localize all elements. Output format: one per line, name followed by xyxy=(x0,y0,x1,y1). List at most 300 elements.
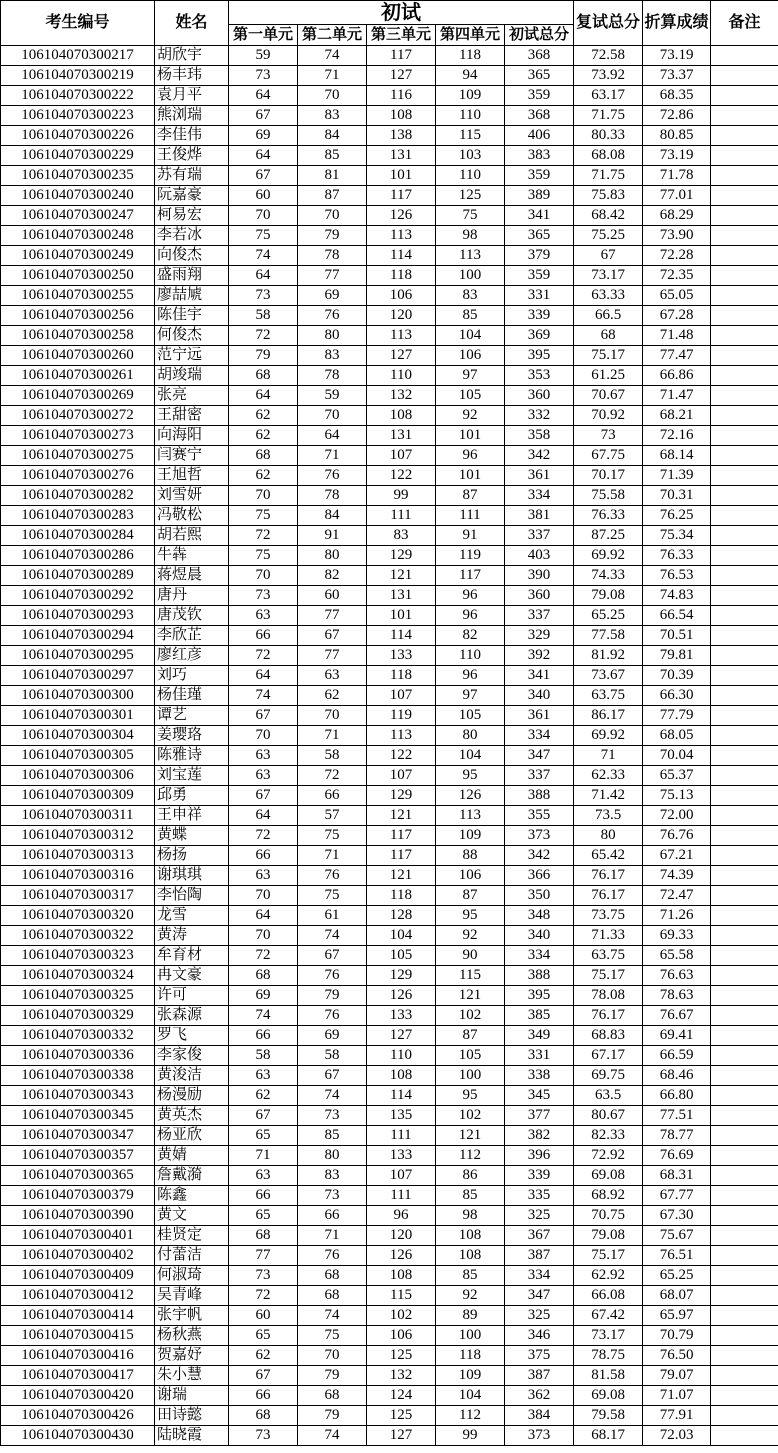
name-cell: 蒋煜晨 xyxy=(155,566,229,586)
unit4-score-cell: 115 xyxy=(436,126,505,146)
fushi-total-cell: 68.42 xyxy=(574,206,643,226)
name-cell: 黄文 xyxy=(155,1206,229,1226)
unit1-score-cell: 74 xyxy=(229,1006,298,1026)
converted-score-cell: 76.53 xyxy=(643,566,711,586)
chushi-total-cell: 388 xyxy=(505,966,574,986)
name-cell: 盛雨翔 xyxy=(155,266,229,286)
unit2-score-cell: 76 xyxy=(298,1006,367,1026)
candidate-id-cell: 106104070300311 xyxy=(1,806,155,826)
chushi-total-cell: 341 xyxy=(505,666,574,686)
unit4-score-cell: 109 xyxy=(436,1366,505,1386)
candidate-id-cell: 106104070300414 xyxy=(1,1306,155,1326)
name-cell: 王俊烨 xyxy=(155,146,229,166)
candidate-id-cell: 106104070300283 xyxy=(1,506,155,526)
unit2-score-cell: 76 xyxy=(298,866,367,886)
unit4-score-cell: 83 xyxy=(436,286,505,306)
name-cell: 廖红彦 xyxy=(155,646,229,666)
unit3-score-cell: 108 xyxy=(367,1266,436,1286)
candidate-id-cell: 106104070300347 xyxy=(1,1126,155,1146)
unit1-score-cell: 70 xyxy=(229,566,298,586)
name-cell: 张森源 xyxy=(155,1006,229,1026)
chushi-total-cell: 368 xyxy=(505,106,574,126)
remark-cell xyxy=(711,86,778,106)
fushi-total-cell: 73.92 xyxy=(574,66,643,86)
unit2-score-cell: 70 xyxy=(298,1346,367,1366)
table-row xyxy=(1,1166,778,1186)
fushi-total-cell: 73.75 xyxy=(574,906,643,926)
unit2-score-cell: 63 xyxy=(298,666,367,686)
table-row xyxy=(1,266,778,286)
fushi-total-cell: 75.83 xyxy=(574,186,643,206)
unit3-score-cell: 113 xyxy=(367,726,436,746)
unit1-score-cell: 64 xyxy=(229,386,298,406)
chushi-total-cell: 383 xyxy=(505,146,574,166)
chushi-total-cell: 337 xyxy=(505,606,574,626)
fushi-total-cell: 78.75 xyxy=(574,1346,643,1366)
remark-cell xyxy=(711,1266,778,1286)
candidate-id-cell: 106104070300338 xyxy=(1,1066,155,1086)
fushi-total-cell: 80 xyxy=(574,826,643,846)
remark-cell xyxy=(711,1066,778,1086)
converted-score-cell: 74.83 xyxy=(643,586,711,606)
fushi-total-cell: 73.17 xyxy=(574,266,643,286)
candidate-id-cell: 106104070300226 xyxy=(1,126,155,146)
table-row xyxy=(1,86,778,106)
unit2-score-cell: 58 xyxy=(298,1046,367,1066)
unit1-score-cell: 71 xyxy=(229,1146,298,1166)
unit1-score-cell: 68 xyxy=(229,1226,298,1246)
unit1-score-cell: 68 xyxy=(229,1406,298,1426)
chushi-total-cell: 361 xyxy=(505,466,574,486)
chushi-total-cell: 325 xyxy=(505,1306,574,1326)
unit1-score-cell: 63 xyxy=(229,1166,298,1186)
name-cell: 胡欣宇 xyxy=(155,46,229,66)
unit1-score-cell: 67 xyxy=(229,706,298,726)
unit1-score-cell: 69 xyxy=(229,126,298,146)
candidate-id-cell: 106104070300313 xyxy=(1,846,155,866)
table-row xyxy=(1,106,778,126)
table-header xyxy=(1,1,778,46)
candidate-id-cell: 106104070300379 xyxy=(1,1186,155,1206)
remark-cell xyxy=(711,146,778,166)
fushi-total-cell: 72.92 xyxy=(574,1146,643,1166)
chushi-total-cell: 355 xyxy=(505,806,574,826)
unit2-score-cell: 83 xyxy=(298,1166,367,1186)
unit2-score-cell: 75 xyxy=(298,886,367,906)
converted-score-cell: 70.79 xyxy=(643,1326,711,1346)
unit3-score-cell: 111 xyxy=(367,506,436,526)
converted-score-cell: 65.25 xyxy=(643,1266,711,1286)
remark-cell xyxy=(711,1386,778,1406)
unit3-score-cell: 125 xyxy=(367,1406,436,1426)
chushi-total-cell: 390 xyxy=(505,566,574,586)
candidate-id-cell: 106104070300240 xyxy=(1,186,155,206)
candidate-id-cell: 106104070300256 xyxy=(1,306,155,326)
remark-cell xyxy=(711,666,778,686)
unit4-score-cell: 98 xyxy=(436,1206,505,1226)
fushi-total-cell: 81.58 xyxy=(574,1366,643,1386)
remark-cell xyxy=(711,906,778,926)
chushi-total-cell: 377 xyxy=(505,1106,574,1126)
unit1-score-cell: 67 xyxy=(229,1106,298,1126)
unit4-score-cell: 85 xyxy=(436,1186,505,1206)
unit1-score-cell: 63 xyxy=(229,606,298,626)
candidate-id-cell: 106104070300222 xyxy=(1,86,155,106)
unit4-score-cell: 102 xyxy=(436,1006,505,1026)
unit4-score-cell: 109 xyxy=(436,826,505,846)
converted-score-cell: 75.67 xyxy=(643,1226,711,1246)
candidate-id-cell: 106104070300219 xyxy=(1,66,155,86)
unit1-score-cell: 62 xyxy=(229,1346,298,1366)
unit2-score-cell: 74 xyxy=(298,1426,367,1446)
unit3-score-cell: 107 xyxy=(367,1166,436,1186)
candidate-id-cell: 106104070300345 xyxy=(1,1106,155,1126)
unit4-score-cell: 97 xyxy=(436,366,505,386)
unit1-score-cell: 64 xyxy=(229,666,298,686)
unit4-score-cell: 126 xyxy=(436,786,505,806)
unit1-score-cell: 72 xyxy=(229,1286,298,1306)
unit3-score-cell: 133 xyxy=(367,646,436,666)
remark-cell xyxy=(711,1366,778,1386)
unit1-score-cell: 58 xyxy=(229,306,298,326)
table-row xyxy=(1,506,778,526)
chushi-total-cell: 366 xyxy=(505,866,574,886)
unit3-score-cell: 131 xyxy=(367,426,436,446)
table-row xyxy=(1,1006,778,1026)
unit4-score-cell: 92 xyxy=(436,406,505,426)
unit4-score-cell: 106 xyxy=(436,866,505,886)
unit1-score-cell: 63 xyxy=(229,1066,298,1086)
unit3-score-cell: 121 xyxy=(367,806,436,826)
remark-cell xyxy=(711,866,778,886)
unit4-score-cell: 103 xyxy=(436,146,505,166)
remark-cell xyxy=(711,1306,778,1326)
unit1-score-cell: 72 xyxy=(229,826,298,846)
chushi-total-cell: 358 xyxy=(505,426,574,446)
table-row xyxy=(1,1046,778,1066)
remark-cell xyxy=(711,306,778,326)
fushi-total-cell: 86.17 xyxy=(574,706,643,726)
unit3-score-cell: 96 xyxy=(367,1206,436,1226)
converted-score-cell: 70.39 xyxy=(643,666,711,686)
converted-score-cell: 76.76 xyxy=(643,826,711,846)
converted-score-cell: 65.37 xyxy=(643,766,711,786)
fushi-total-cell: 72.58 xyxy=(574,46,643,66)
unit2-score-cell: 68 xyxy=(298,1286,367,1306)
unit4-score-cell: 109 xyxy=(436,86,505,106)
converted-score-cell: 76.51 xyxy=(643,1246,711,1266)
unit4-score-cell: 118 xyxy=(436,1346,505,1366)
unit1-score-cell: 59 xyxy=(229,46,298,66)
unit2-score-cell: 85 xyxy=(298,1126,367,1146)
unit1-score-cell: 67 xyxy=(229,1366,298,1386)
name-cell: 许可 xyxy=(155,986,229,1006)
candidate-id-cell: 106104070300329 xyxy=(1,1006,155,1026)
converted-score-cell: 78.77 xyxy=(643,1126,711,1146)
table-row xyxy=(1,1286,778,1306)
table-row xyxy=(1,946,778,966)
converted-score-cell: 72.86 xyxy=(643,106,711,126)
table-row xyxy=(1,746,778,766)
unit2-score-cell: 60 xyxy=(298,586,367,606)
converted-score-cell: 66.54 xyxy=(643,606,711,626)
unit3-score-cell: 122 xyxy=(367,466,436,486)
unit1-score-cell: 72 xyxy=(229,946,298,966)
unit4-score-cell: 90 xyxy=(436,946,505,966)
chushi-total-cell: 347 xyxy=(505,1286,574,1306)
unit3-score-cell: 124 xyxy=(367,1386,436,1406)
unit1-score-cell: 70 xyxy=(229,206,298,226)
header-unit4: 第四单元 xyxy=(436,25,505,46)
remark-cell xyxy=(711,566,778,586)
fushi-total-cell: 68.17 xyxy=(574,1426,643,1446)
unit3-score-cell: 119 xyxy=(367,706,436,726)
converted-score-cell: 69.33 xyxy=(643,926,711,946)
fushi-total-cell: 75.17 xyxy=(574,346,643,366)
unit4-score-cell: 105 xyxy=(436,386,505,406)
name-cell: 冯敬松 xyxy=(155,506,229,526)
unit1-score-cell: 63 xyxy=(229,766,298,786)
fushi-total-cell: 75.58 xyxy=(574,486,643,506)
remark-cell xyxy=(711,286,778,306)
unit3-score-cell: 135 xyxy=(367,1106,436,1126)
fushi-total-cell: 79.08 xyxy=(574,586,643,606)
remark-cell xyxy=(711,166,778,186)
unit1-score-cell: 73 xyxy=(229,66,298,86)
converted-score-cell: 71.26 xyxy=(643,906,711,926)
unit1-score-cell: 60 xyxy=(229,1306,298,1326)
unit1-score-cell: 73 xyxy=(229,586,298,606)
remark-cell xyxy=(711,746,778,766)
unit2-score-cell: 61 xyxy=(298,906,367,926)
unit2-score-cell: 91 xyxy=(298,526,367,546)
unit2-score-cell: 76 xyxy=(298,466,367,486)
fushi-total-cell: 65.42 xyxy=(574,846,643,866)
fushi-total-cell: 67.75 xyxy=(574,446,643,466)
remark-cell xyxy=(711,486,778,506)
candidate-id-cell: 106104070300272 xyxy=(1,406,155,426)
converted-score-cell: 68.14 xyxy=(643,446,711,466)
unit4-score-cell: 110 xyxy=(436,166,505,186)
unit2-score-cell: 67 xyxy=(298,946,367,966)
unit1-score-cell: 64 xyxy=(229,86,298,106)
unit3-score-cell: 121 xyxy=(367,566,436,586)
unit3-score-cell: 101 xyxy=(367,166,436,186)
table-row xyxy=(1,1266,778,1286)
fushi-total-cell: 67.42 xyxy=(574,1306,643,1326)
unit1-score-cell: 62 xyxy=(229,406,298,426)
remark-cell xyxy=(711,226,778,246)
remark-cell xyxy=(711,126,778,146)
name-cell: 胡若熙 xyxy=(155,526,229,546)
name-cell: 张亮 xyxy=(155,386,229,406)
table-row xyxy=(1,926,778,946)
unit3-score-cell: 122 xyxy=(367,746,436,766)
name-cell: 向海阳 xyxy=(155,426,229,446)
candidate-id-cell: 106104070300409 xyxy=(1,1266,155,1286)
table-row xyxy=(1,686,778,706)
fushi-total-cell: 69.92 xyxy=(574,726,643,746)
unit4-score-cell: 95 xyxy=(436,906,505,926)
unit4-score-cell: 121 xyxy=(436,986,505,1006)
unit1-score-cell: 64 xyxy=(229,266,298,286)
fushi-total-cell: 80.67 xyxy=(574,1106,643,1126)
converted-score-cell: 66.86 xyxy=(643,366,711,386)
chushi-total-cell: 365 xyxy=(505,66,574,86)
name-cell: 邱勇 xyxy=(155,786,229,806)
unit4-score-cell: 101 xyxy=(436,466,505,486)
remark-cell xyxy=(711,806,778,826)
converted-score-cell: 76.33 xyxy=(643,546,711,566)
remark-cell xyxy=(711,846,778,866)
unit1-score-cell: 70 xyxy=(229,486,298,506)
table-row xyxy=(1,786,778,806)
unit2-score-cell: 71 xyxy=(298,446,367,466)
unit3-score-cell: 110 xyxy=(367,1046,436,1066)
converted-score-cell: 73.90 xyxy=(643,226,711,246)
candidate-id-cell: 106104070300412 xyxy=(1,1286,155,1306)
chushi-total-cell: 359 xyxy=(505,86,574,106)
name-cell: 张宇帆 xyxy=(155,1306,229,1326)
chushi-total-cell: 387 xyxy=(505,1246,574,1266)
fushi-total-cell: 71.33 xyxy=(574,926,643,946)
chushi-total-cell: 353 xyxy=(505,366,574,386)
table-row xyxy=(1,1306,778,1326)
unit2-score-cell: 66 xyxy=(298,786,367,806)
converted-score-cell: 73.19 xyxy=(643,46,711,66)
chushi-total-cell: 373 xyxy=(505,826,574,846)
table-row xyxy=(1,766,778,786)
header-unit2: 第二单元 xyxy=(298,25,367,46)
candidate-id-cell: 106104070300223 xyxy=(1,106,155,126)
converted-score-cell: 65.97 xyxy=(643,1306,711,1326)
unit3-score-cell: 115 xyxy=(367,1286,436,1306)
chushi-total-cell: 334 xyxy=(505,486,574,506)
table-row xyxy=(1,1386,778,1406)
unit1-score-cell: 73 xyxy=(229,1426,298,1446)
remark-cell xyxy=(711,626,778,646)
table-row xyxy=(1,546,778,566)
converted-score-cell: 76.50 xyxy=(643,1346,711,1366)
candidate-id-cell: 106104070300292 xyxy=(1,586,155,606)
candidate-id-cell: 106104070300332 xyxy=(1,1026,155,1046)
table-row xyxy=(1,426,778,446)
header-name: 姓名 xyxy=(155,1,229,46)
unit3-score-cell: 132 xyxy=(367,1366,436,1386)
unit3-score-cell: 104 xyxy=(367,926,436,946)
fushi-total-cell: 76.17 xyxy=(574,886,643,906)
fushi-total-cell: 67 xyxy=(574,246,643,266)
name-cell: 冉文豪 xyxy=(155,966,229,986)
chushi-total-cell: 360 xyxy=(505,586,574,606)
unit2-score-cell: 83 xyxy=(298,106,367,126)
unit3-score-cell: 106 xyxy=(367,286,436,306)
unit4-score-cell: 96 xyxy=(436,666,505,686)
chushi-total-cell: 334 xyxy=(505,946,574,966)
converted-score-cell: 76.67 xyxy=(643,1006,711,1026)
unit2-score-cell: 62 xyxy=(298,686,367,706)
unit2-score-cell: 79 xyxy=(298,1406,367,1426)
unit4-score-cell: 92 xyxy=(436,926,505,946)
unit1-score-cell: 75 xyxy=(229,546,298,566)
converted-score-cell: 67.30 xyxy=(643,1206,711,1226)
unit1-score-cell: 68 xyxy=(229,366,298,386)
unit2-score-cell: 74 xyxy=(298,46,367,66)
converted-score-cell: 72.16 xyxy=(643,426,711,446)
table-row xyxy=(1,886,778,906)
name-cell: 陈鑫 xyxy=(155,1186,229,1206)
remark-cell xyxy=(711,986,778,1006)
converted-score-cell: 72.00 xyxy=(643,806,711,826)
remark-cell xyxy=(711,1106,778,1126)
remark-cell xyxy=(711,106,778,126)
unit4-score-cell: 95 xyxy=(436,1086,505,1106)
chushi-total-cell: 361 xyxy=(505,706,574,726)
fushi-total-cell: 76.33 xyxy=(574,506,643,526)
converted-score-cell: 70.04 xyxy=(643,746,711,766)
unit4-score-cell: 112 xyxy=(436,1406,505,1426)
unit4-score-cell: 113 xyxy=(436,806,505,826)
chushi-total-cell: 387 xyxy=(505,1366,574,1386)
remark-cell xyxy=(711,546,778,566)
converted-score-cell: 68.07 xyxy=(643,1286,711,1306)
table-body xyxy=(1,46,778,1446)
converted-score-cell: 76.25 xyxy=(643,506,711,526)
unit2-score-cell: 85 xyxy=(298,146,367,166)
unit1-score-cell: 75 xyxy=(229,506,298,526)
chushi-total-cell: 359 xyxy=(505,166,574,186)
converted-score-cell: 78.63 xyxy=(643,986,711,1006)
unit3-score-cell: 111 xyxy=(367,1126,436,1146)
candidate-id-cell: 106104070300336 xyxy=(1,1046,155,1066)
fushi-total-cell: 79.58 xyxy=(574,1406,643,1426)
unit4-score-cell: 117 xyxy=(436,566,505,586)
table-row xyxy=(1,646,778,666)
unit4-score-cell: 121 xyxy=(436,1126,505,1146)
table-row xyxy=(1,706,778,726)
unit3-score-cell: 120 xyxy=(367,1226,436,1246)
unit3-score-cell: 114 xyxy=(367,246,436,266)
remark-cell xyxy=(711,1126,778,1146)
name-cell: 李家俊 xyxy=(155,1046,229,1066)
unit4-score-cell: 100 xyxy=(436,1326,505,1346)
table-row xyxy=(1,1206,778,1226)
candidate-id-cell: 106104070300235 xyxy=(1,166,155,186)
unit2-score-cell: 70 xyxy=(298,86,367,106)
fushi-total-cell: 68.08 xyxy=(574,146,643,166)
unit2-score-cell: 73 xyxy=(298,1106,367,1126)
name-cell: 廖喆虓 xyxy=(155,286,229,306)
candidate-id-cell: 106104070300305 xyxy=(1,746,155,766)
unit4-score-cell: 100 xyxy=(436,266,505,286)
unit1-score-cell: 66 xyxy=(229,1026,298,1046)
converted-score-cell: 68.46 xyxy=(643,1066,711,1086)
unit1-score-cell: 65 xyxy=(229,1206,298,1226)
unit2-score-cell: 83 xyxy=(298,346,367,366)
unit3-score-cell: 114 xyxy=(367,626,436,646)
table-row xyxy=(1,246,778,266)
fushi-total-cell: 70.17 xyxy=(574,466,643,486)
table-row xyxy=(1,166,778,186)
header-converted-score: 折算成绩 xyxy=(643,1,711,46)
unit2-score-cell: 80 xyxy=(298,546,367,566)
chushi-total-cell: 389 xyxy=(505,186,574,206)
converted-score-cell: 77.51 xyxy=(643,1106,711,1126)
remark-cell xyxy=(711,886,778,906)
unit4-score-cell: 91 xyxy=(436,526,505,546)
unit3-score-cell: 113 xyxy=(367,226,436,246)
unit2-score-cell: 71 xyxy=(298,726,367,746)
